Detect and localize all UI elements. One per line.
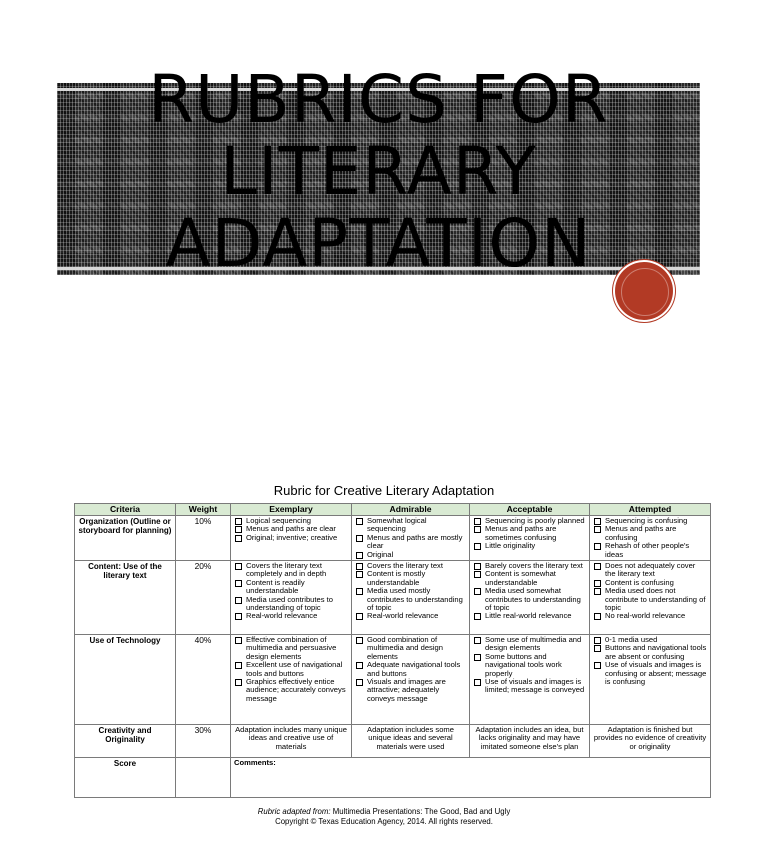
checklist-item: Menus and paths are confusing — [593, 525, 707, 542]
criteria-cell: Use of Technology — [75, 635, 176, 725]
criteria-cell: Content: Use of the literary text — [75, 561, 176, 635]
checklist-item: Good combination of multimedia and design elements — [355, 636, 466, 661]
checklist — [355, 517, 466, 559]
exemplary-cell: Adaptation includes many unique ideas and creative use of materials — [231, 725, 352, 758]
checklist-item: Covers the literary text — [355, 562, 466, 570]
rubric-footer — [0, 807, 768, 827]
checklist-item: Little real-world relevance — [473, 612, 586, 620]
checklist — [234, 636, 348, 703]
acceptable-cell — [470, 561, 590, 635]
checklist-item: Rehash of other people's ideas — [593, 542, 707, 559]
weight-cell: 20% — [176, 561, 231, 635]
attempted-cell — [590, 561, 711, 635]
checklist-item: Use of visuals and images is limited; message is conveyed — [473, 678, 586, 695]
checklist-item: Menus and paths are sometimes confusing — [473, 525, 586, 542]
attempted-cell — [590, 635, 711, 725]
checklist-item: Barely covers the literary text — [473, 562, 586, 570]
acceptable-cell — [470, 635, 590, 725]
checklist — [355, 636, 466, 703]
checklist-item: No real-world relevance — [593, 612, 707, 620]
checklist-item: Some use of multimedia and design elements — [473, 636, 586, 653]
checklist-item: Sequencing is confusing — [593, 517, 707, 525]
admirable-cell — [352, 561, 470, 635]
checklist — [234, 562, 348, 621]
checklist-item: Use of visuals and images is confusing or absent; message is confusing — [593, 661, 707, 686]
rubric-row — [75, 561, 711, 635]
header-criteria: Criteria — [75, 504, 176, 516]
checklist-item: Covers the literary text completely and in depth — [234, 562, 348, 579]
checklist-item: Graphics effectively entice audience; accurately conveys message — [234, 678, 348, 703]
slide-title-line-3: ADAPTATION — [165, 205, 592, 282]
attempted-cell — [590, 516, 711, 561]
rubric-title: Rubric for Creative Literary Adaptation — [273, 483, 495, 498]
header-exemplary: Exemplary — [231, 504, 352, 516]
weight-cell: 10% — [176, 516, 231, 561]
checklist-item: Real-world relevance — [234, 612, 348, 620]
checklist-item: Original; inventive; creative — [234, 534, 348, 542]
exemplary-cell — [231, 635, 352, 725]
exemplary-cell — [231, 561, 352, 635]
score-row — [75, 758, 711, 798]
checklist — [473, 562, 586, 621]
acceptable-cell: Adaptation includes an idea, but lacks originality and may have imitated someone else's plan — [470, 725, 590, 758]
checklist-item: Media used contributes to understanding of topic — [234, 596, 348, 613]
weight-cell: 40% — [176, 635, 231, 725]
acceptable-cell — [470, 516, 590, 561]
slide-title-line-1: RUBRICS FOR — [148, 61, 609, 138]
rubric-row — [75, 516, 711, 561]
checklist-item: Menus and paths are mostly clear — [355, 534, 466, 551]
checklist-item: Visuals and images are attractive; adequately conveys message — [355, 678, 466, 703]
weight-cell: 30% — [176, 725, 231, 758]
admirable-cell — [352, 635, 470, 725]
admirable-cell — [352, 516, 470, 561]
header-row — [75, 504, 711, 516]
checklist-item: Media used somewhat contributes to understanding of topic — [473, 587, 586, 612]
footer-source: Multimedia Presentations: The Good, Bad and Ugly — [330, 807, 511, 816]
criteria-cell: Creativity and Originality — [75, 725, 176, 758]
attempted-cell: Adaptation is finished but provides no evidence of creativity or originality — [590, 725, 711, 758]
checklist-item: Content is confusing — [593, 579, 707, 587]
score-weight-cell — [176, 758, 231, 798]
checklist-item: Content is somewhat understandable — [473, 570, 586, 587]
header-admirable: Admirable — [352, 504, 470, 516]
checklist-item: Little originality — [473, 542, 586, 550]
checklist-item: Buttons and navigational tools are absent or confusing — [593, 644, 707, 661]
slide-title — [57, 61, 700, 282]
comments-cell: Comments: — [231, 758, 711, 798]
checklist — [473, 636, 586, 695]
checklist — [355, 562, 466, 621]
footer-adapted-label: Rubric adapted from: — [257, 807, 331, 816]
checklist-item: Media used does not contribute to understanding of topic — [593, 587, 707, 612]
rubric-row — [75, 635, 711, 725]
checklist-item: Effective combination of multimedia and persuasive design elements — [234, 636, 348, 661]
checklist — [593, 562, 707, 621]
checklist-item: Media used mostly contributes to understanding of topic — [355, 587, 466, 612]
footer-source-line — [0, 807, 768, 817]
checklist-item: Adequate navigational tools and buttons — [355, 661, 466, 678]
checklist-item: Content is readily understandable — [234, 579, 348, 596]
criteria-cell: Organization (Outline or storyboard for planning) — [75, 516, 176, 561]
checklist — [473, 517, 586, 551]
checklist-item: Excellent use of navigational tools and buttons — [234, 661, 348, 678]
checklist-item: Logical sequencing — [234, 517, 348, 525]
footer-copyright: Copyright © Texas Education Agency, 2014. All rights reserved. — [275, 817, 493, 826]
checklist-item: Sequencing is poorly planned — [473, 517, 586, 525]
creativity-row — [75, 725, 711, 758]
checklist — [593, 517, 707, 559]
checklist-item: Real-world relevance — [355, 612, 466, 620]
rubric-body — [75, 516, 711, 725]
checklist-item: Does not adequately cover the literary text — [593, 562, 707, 579]
checklist-item: Original — [355, 551, 466, 559]
checklist-item: Somewhat logical sequencing — [355, 517, 466, 534]
rubric-table — [74, 503, 711, 798]
checklist-item: Content is mostly understandable — [355, 570, 466, 587]
accent-circle — [615, 262, 673, 320]
checklist — [234, 517, 348, 542]
slide-title-line-2: LITERARY — [220, 133, 537, 210]
admirable-cell: Adaptation includes some unique ideas and several materials were used — [352, 725, 470, 758]
exemplary-cell — [231, 516, 352, 561]
score-label: Score — [75, 758, 176, 798]
header-attempted: Attempted — [590, 504, 711, 516]
header-acceptable: Acceptable — [470, 504, 590, 516]
header-weight: Weight — [176, 504, 231, 516]
checklist-item: Some buttons and navigational tools work properly — [473, 653, 586, 678]
checklist — [593, 636, 707, 686]
checklist-item: 0-1 media used — [593, 636, 707, 644]
checklist-item: Menus and paths are clear — [234, 525, 348, 533]
